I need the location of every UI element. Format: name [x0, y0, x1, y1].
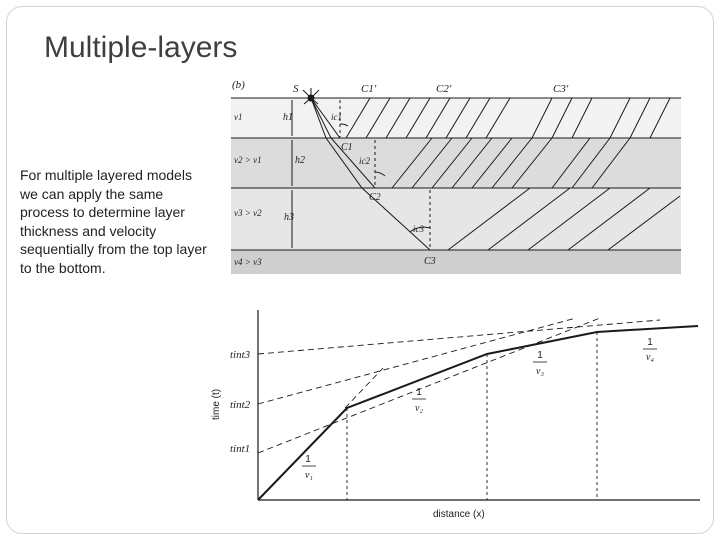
slope-label-v2 [411, 387, 427, 414]
svg-text:1: 1 [647, 337, 653, 348]
source-label: S [293, 83, 299, 95]
point-label-c3: C3 [424, 256, 436, 267]
extrapolation-line-3 [258, 320, 660, 354]
svg-text:v₂: v₂ [415, 403, 423, 414]
slope-label-v4 [642, 337, 658, 363]
velocity-label-v1: v1 [234, 112, 243, 122]
svg-text:1: 1 [416, 387, 422, 398]
thickness-label-h2: h2 [295, 155, 305, 166]
svg-text:1: 1 [305, 454, 311, 465]
thickness-label-h3: h3 [284, 212, 294, 223]
slide-title: Multiple-layers [44, 31, 238, 64]
angle-label-ic3: ic3 [413, 224, 424, 234]
y-axis-label: time (t) [211, 388, 222, 420]
first-arrival-curve [258, 326, 698, 500]
velocity-label-v3: v3 > v2 [234, 208, 262, 218]
top-label-c3: C3' [553, 83, 569, 95]
intercept-label-3: tint3 [230, 349, 251, 361]
angle-label-ic1: ic1 [331, 112, 342, 122]
point-label-c1: C1 [341, 142, 353, 153]
panel-label: (b) [232, 79, 245, 91]
top-label-c2: C2' [436, 83, 452, 95]
svg-text:v₁: v₁ [305, 470, 313, 481]
velocity-label-v4: v4 > v3 [234, 257, 262, 267]
x-axis-label: distance (x) [433, 509, 485, 520]
extrapolation-line-1 [258, 318, 600, 453]
intercept-label-1: tint1 [230, 443, 251, 455]
thickness-label-h1: h1 [283, 112, 293, 123]
velocity-label-v2: v2 > v1 [234, 155, 262, 165]
slide-body-text: For multiple layered models we can apply the same process to determine layer thickness and velocity sequentially from the top layer to the bottom. [20, 167, 207, 276]
angle-label-ic2: ic2 [359, 156, 370, 166]
slope-label-v3 [532, 350, 548, 377]
svg-text:v₃: v₃ [536, 366, 544, 377]
slope-label-v1 [302, 454, 318, 481]
svg-text:v₄: v₄ [646, 352, 654, 363]
point-label-c2: C2 [369, 192, 381, 203]
top-label-c1: C1' [361, 83, 377, 95]
intercept-label-2: tint2 [230, 399, 251, 411]
svg-text:1: 1 [537, 350, 543, 361]
